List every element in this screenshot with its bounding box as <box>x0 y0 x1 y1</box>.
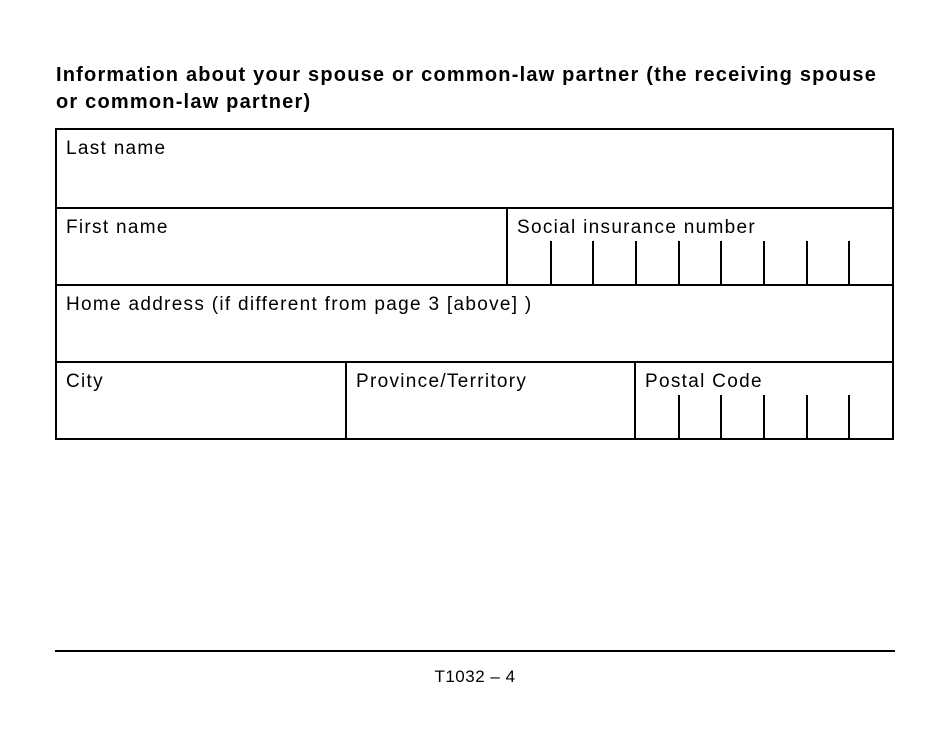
page-number: T1032 – 4 <box>434 667 516 686</box>
postal-code-cell[interactable] <box>636 363 892 438</box>
sin-cell[interactable] <box>508 209 892 284</box>
last-name-label: Last name <box>66 138 167 159</box>
city-label: City <box>66 371 104 392</box>
city-field[interactable] <box>66 403 336 433</box>
digit-box-divider <box>763 241 765 284</box>
city-cell <box>57 363 345 438</box>
last-name-cell <box>57 130 892 207</box>
last-name-field[interactable] <box>66 170 881 200</box>
digit-box-divider <box>848 395 850 438</box>
digit-box-divider <box>720 241 722 284</box>
first-name-field[interactable] <box>66 249 496 279</box>
province-cell <box>347 363 634 438</box>
spouse-info-form <box>55 128 894 440</box>
home-address-cell <box>57 286 892 361</box>
postal-code-label: Postal Code <box>645 371 763 392</box>
digit-box-divider <box>678 395 680 438</box>
sin-label: Social insurance number <box>517 217 757 238</box>
digit-box-divider <box>592 241 594 284</box>
digit-box-divider <box>848 241 850 284</box>
home-address-label: Home address (if different from page 3 [above] ) <box>66 294 533 315</box>
first-name-label: First name <box>66 217 169 238</box>
digit-box-divider <box>720 395 722 438</box>
section-heading: Information about your spouse or common-law partner (the receiving spouse or common-law partner) <box>56 64 878 113</box>
digit-box-divider <box>806 395 808 438</box>
digit-box-divider <box>806 241 808 284</box>
first-name-cell <box>57 209 506 284</box>
digit-box-divider <box>678 241 680 284</box>
province-label: Province/Territory <box>356 371 528 392</box>
digit-box-divider <box>635 241 637 284</box>
home-address-field[interactable] <box>66 326 881 356</box>
digit-box-divider <box>763 395 765 438</box>
province-field[interactable] <box>356 403 626 433</box>
digit-box-divider <box>550 241 552 284</box>
footer-rule <box>55 650 895 652</box>
